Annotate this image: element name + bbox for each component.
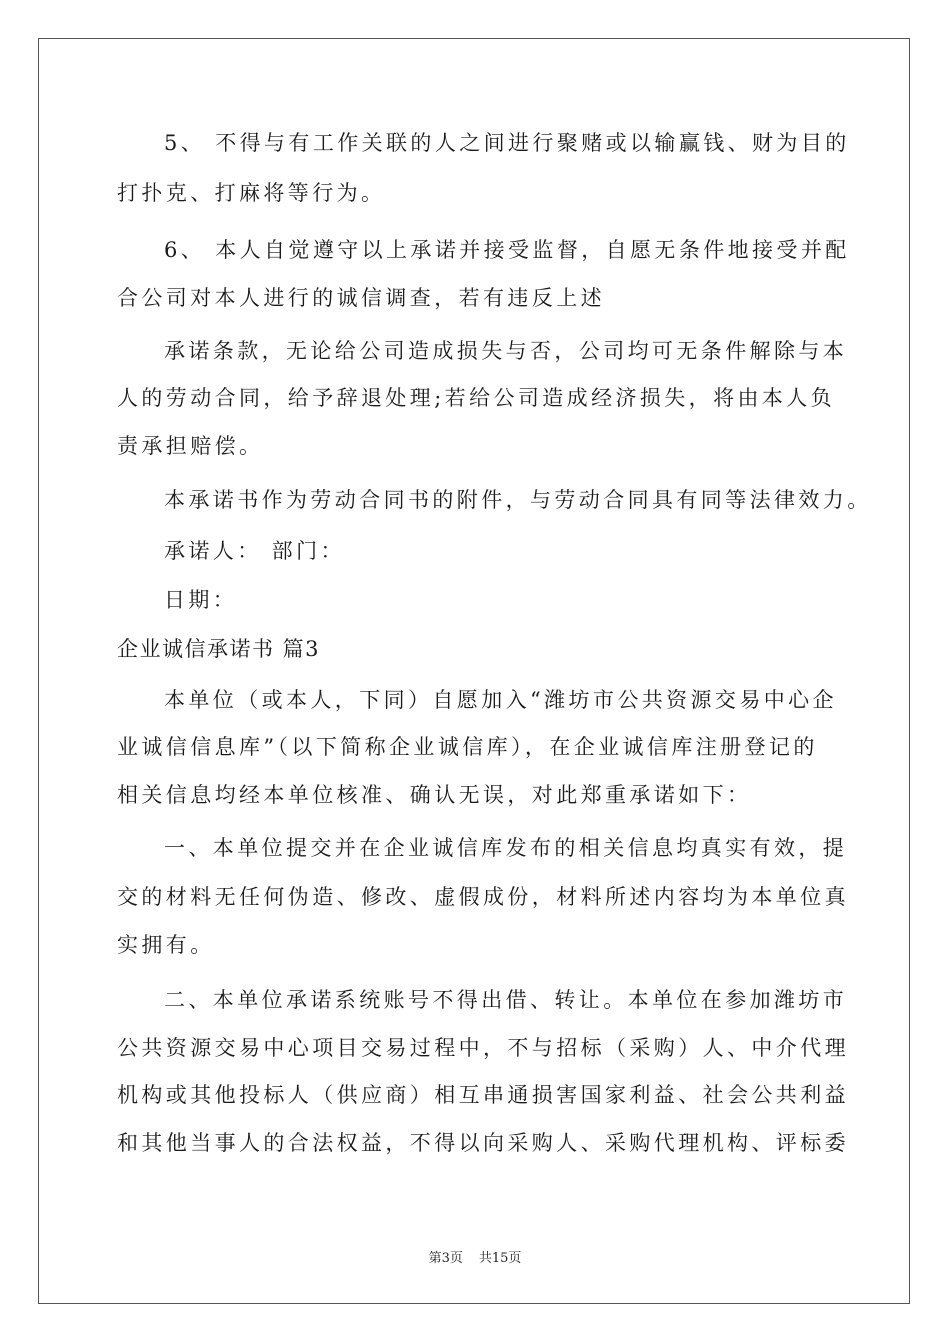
section-title: 企业诚信承诺书 篇3 (117, 637, 321, 661)
text-line: 和其他当事人的合法权益，不得以向采购人、采购代理机构、评标委 (117, 1131, 849, 1155)
text-line: 6、 本人自觉遵守以上承诺并接受监督，自愿无条件地接受并配 (164, 238, 850, 262)
text-line: 业诚信信息库”（以下简称企业诚信库），在企业诚信库注册登记的 (117, 735, 818, 759)
text-line: 5、 不得与有工作关联的人之间进行聚赌或以输赢钱、财为目的 (164, 131, 850, 155)
text-line: 公共资源交易中心项目交易过程中，不与招标（采购）人、中介代理 (117, 1036, 849, 1060)
text-line: 打扑克、打麻将等行为。 (117, 181, 386, 205)
text-line: 一、本单位提交并在企业诚信库发布的相关信息均真实有效，提 (164, 836, 848, 860)
text-line: 责承担赔偿。 (117, 434, 264, 458)
page-border (38, 38, 910, 1304)
page-total: 共15页 (478, 1251, 522, 1266)
text-line: 本单位（或本人，下同）自愿加入“潍坊市公共资源交易中心企 (164, 688, 837, 712)
page-footer (0, 1247, 950, 1266)
text-line: 相关信息均经本单位核准、确认无误，对此郑重承诺如下： (117, 783, 752, 807)
text-line: 二、本单位承诺系统账号不得出借、转让。本单位在参加潍坊市 (164, 988, 848, 1012)
text-line: 承诺条款，无论给公司造成损失与否，公司均可无条件解除与本 (164, 339, 848, 363)
signature-line: 承诺人： 部门： (164, 539, 345, 563)
text-line: 人的劳动合同，给予辞退处理;若给公司造成经济损失，将由本人负 (117, 386, 836, 410)
text-line: 机构或其他投标人（供应商）相互串通损害国家利益、社会公共利益 (117, 1083, 849, 1107)
page-number: 第3页 (428, 1251, 463, 1266)
date-line: 日期： (164, 588, 238, 612)
text-line: 交的材料无任何伪造、修改、虚假成份，材料所述内容均为本单位真 (117, 885, 849, 909)
text-line: 实拥有。 (117, 933, 215, 957)
text-line: 本承诺书作为劳动合同书的附件，与劳动合同具有同等法律效力。 (164, 488, 872, 512)
text-line: 合公司对本人进行的诚信调查，若有违反上述 (117, 286, 605, 310)
